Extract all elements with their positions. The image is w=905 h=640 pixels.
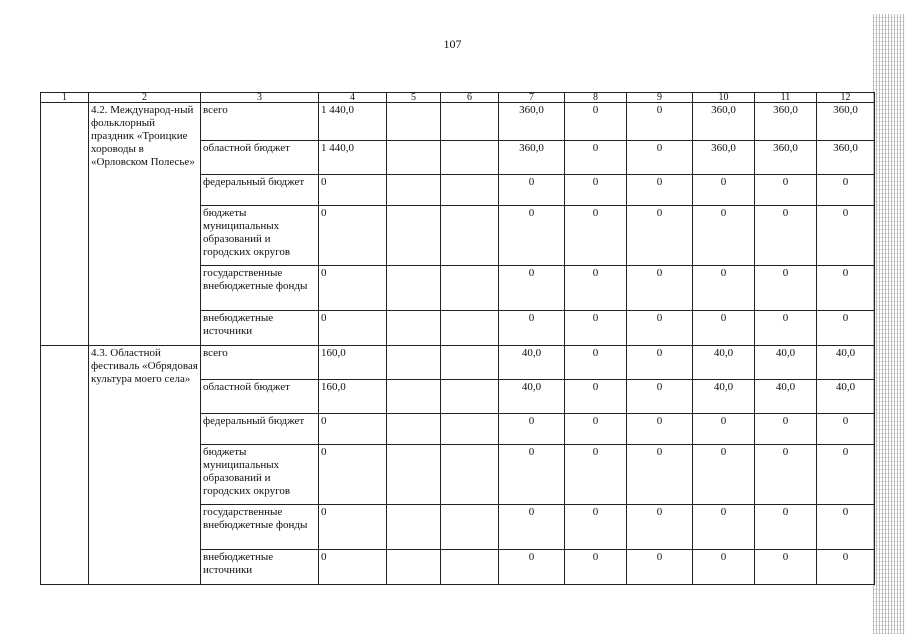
amount-cell-c5 bbox=[387, 445, 441, 505]
funding-source-cell: всего bbox=[201, 346, 319, 380]
amount-cell-c11: 0 bbox=[755, 550, 817, 585]
amount-cell-c12: 360,0 bbox=[817, 141, 875, 175]
amount-cell-c11: 0 bbox=[755, 445, 817, 505]
amount-cell-c9: 0 bbox=[627, 380, 693, 414]
amount-cell-c5 bbox=[387, 266, 441, 311]
amount-cell-c6 bbox=[441, 414, 499, 445]
amount-cell-c8: 0 bbox=[565, 266, 627, 311]
amount-cell-c12: 0 bbox=[817, 175, 875, 206]
amount-cell-c8: 0 bbox=[565, 550, 627, 585]
amount-cell-c8: 0 bbox=[565, 311, 627, 346]
funding-source-cell: областной бюджет bbox=[201, 380, 319, 414]
amount-cell-c10: 0 bbox=[693, 206, 755, 266]
column-number: 12 bbox=[817, 93, 875, 103]
amount-cell-c12: 0 bbox=[817, 266, 875, 311]
funding-source-cell: внебюджетные источники bbox=[201, 311, 319, 346]
amount-cell-c12: 0 bbox=[817, 311, 875, 346]
funding-source-cell: государственные внебюджетные фонды bbox=[201, 505, 319, 550]
amount-cell-c8: 0 bbox=[565, 445, 627, 505]
column-number: 4 bbox=[319, 93, 387, 103]
amount-cell-c6 bbox=[441, 505, 499, 550]
column-number: 5 bbox=[387, 93, 441, 103]
amount-cell-c5 bbox=[387, 380, 441, 414]
amount-cell-c10: 360,0 bbox=[693, 103, 755, 141]
amount-cell-c12: 360,0 bbox=[817, 103, 875, 141]
amount-cell-c8: 0 bbox=[565, 505, 627, 550]
amount-cell-c5 bbox=[387, 206, 441, 266]
amount-cell-c8: 0 bbox=[565, 346, 627, 380]
scan-edge-artifact bbox=[873, 14, 905, 634]
amount-cell-c6 bbox=[441, 141, 499, 175]
amount-cell-c5 bbox=[387, 505, 441, 550]
amount-cell-c9: 0 bbox=[627, 266, 693, 311]
amount-cell-c4: 0 bbox=[319, 311, 387, 346]
amount-cell-c7: 0 bbox=[499, 311, 565, 346]
column-number: 10 bbox=[693, 93, 755, 103]
amount-cell-c9: 0 bbox=[627, 141, 693, 175]
table-row bbox=[41, 103, 875, 141]
amount-cell-c4: 1 440,0 bbox=[319, 103, 387, 141]
amount-cell-c5 bbox=[387, 175, 441, 206]
amount-cell-c9: 0 bbox=[627, 505, 693, 550]
amount-cell-c5 bbox=[387, 346, 441, 380]
event-name-cell: 4.3. Областной фестиваль «Обрядовая культура моего села» bbox=[89, 346, 201, 585]
amount-cell-c8: 0 bbox=[565, 175, 627, 206]
amount-cell-c8: 0 bbox=[565, 414, 627, 445]
amount-cell-c4: 0 bbox=[319, 266, 387, 311]
amount-cell-c6 bbox=[441, 445, 499, 505]
amount-cell-c12: 0 bbox=[817, 445, 875, 505]
column-number: 6 bbox=[441, 93, 499, 103]
amount-cell-c12: 0 bbox=[817, 505, 875, 550]
amount-cell-c4: 0 bbox=[319, 445, 387, 505]
funding-source-cell: государственные внебюджетные фонды bbox=[201, 266, 319, 311]
funding-source-cell: федеральный бюджет bbox=[201, 175, 319, 206]
amount-cell-c10: 0 bbox=[693, 311, 755, 346]
amount-cell-c7: 0 bbox=[499, 266, 565, 311]
amount-cell-c7: 0 bbox=[499, 445, 565, 505]
amount-cell-c11: 0 bbox=[755, 505, 817, 550]
column-number: 3 bbox=[201, 93, 319, 103]
amount-cell-c12: 40,0 bbox=[817, 346, 875, 380]
amount-cell-c11: 360,0 bbox=[755, 141, 817, 175]
budget-table bbox=[40, 92, 875, 585]
amount-cell-c5 bbox=[387, 550, 441, 585]
amount-cell-c4: 1 440,0 bbox=[319, 141, 387, 175]
amount-cell-c4: 0 bbox=[319, 414, 387, 445]
column-number: 9 bbox=[627, 93, 693, 103]
amount-cell-c6 bbox=[441, 175, 499, 206]
amount-cell-c11: 40,0 bbox=[755, 346, 817, 380]
amount-cell-c11: 0 bbox=[755, 266, 817, 311]
amount-cell-c7: 360,0 bbox=[499, 103, 565, 141]
amount-cell-c6 bbox=[441, 266, 499, 311]
amount-cell-c7: 40,0 bbox=[499, 380, 565, 414]
amount-cell-c10: 40,0 bbox=[693, 380, 755, 414]
amount-cell-c10: 40,0 bbox=[693, 346, 755, 380]
column-number: 2 bbox=[89, 93, 201, 103]
amount-cell-c4: 0 bbox=[319, 550, 387, 585]
cell-col1 bbox=[41, 103, 89, 346]
amount-cell-c5 bbox=[387, 311, 441, 346]
amount-cell-c11: 0 bbox=[755, 311, 817, 346]
amount-cell-c6 bbox=[441, 550, 499, 585]
amount-cell-c4: 160,0 bbox=[319, 346, 387, 380]
amount-cell-c7: 0 bbox=[499, 550, 565, 585]
amount-cell-c9: 0 bbox=[627, 445, 693, 505]
amount-cell-c6 bbox=[441, 206, 499, 266]
amount-cell-c10: 360,0 bbox=[693, 141, 755, 175]
amount-cell-c7: 0 bbox=[499, 206, 565, 266]
amount-cell-c11: 0 bbox=[755, 206, 817, 266]
amount-cell-c11: 360,0 bbox=[755, 103, 817, 141]
amount-cell-c10: 0 bbox=[693, 550, 755, 585]
amount-cell-c10: 0 bbox=[693, 266, 755, 311]
amount-cell-c4: 0 bbox=[319, 206, 387, 266]
amount-cell-c10: 0 bbox=[693, 505, 755, 550]
amount-cell-c7: 0 bbox=[499, 175, 565, 206]
column-number-row bbox=[41, 93, 875, 103]
amount-cell-c11: 0 bbox=[755, 175, 817, 206]
event-name-cell: 4.2. Международ-ный фольклорный праздник «Троицкие хороводы в «Орловском Полесье» bbox=[89, 103, 201, 346]
amount-cell-c9: 0 bbox=[627, 311, 693, 346]
amount-cell-c6 bbox=[441, 346, 499, 380]
table-row bbox=[41, 346, 875, 380]
funding-source-cell: бюджеты муниципальных образований и городских округов bbox=[201, 206, 319, 266]
amount-cell-c12: 40,0 bbox=[817, 380, 875, 414]
column-number: 1 bbox=[41, 93, 89, 103]
amount-cell-c9: 0 bbox=[627, 103, 693, 141]
amount-cell-c6 bbox=[441, 103, 499, 141]
page-number: 107 bbox=[443, 37, 462, 51]
funding-source-cell: бюджеты муниципальных образований и городских округов bbox=[201, 445, 319, 505]
amount-cell-c6 bbox=[441, 311, 499, 346]
amount-cell-c9: 0 bbox=[627, 175, 693, 206]
amount-cell-c9: 0 bbox=[627, 206, 693, 266]
amount-cell-c4: 0 bbox=[319, 505, 387, 550]
amount-cell-c8: 0 bbox=[565, 380, 627, 414]
amount-cell-c11: 0 bbox=[755, 414, 817, 445]
amount-cell-c6 bbox=[441, 380, 499, 414]
amount-cell-c5 bbox=[387, 103, 441, 141]
amount-cell-c5 bbox=[387, 141, 441, 175]
amount-cell-c7: 40,0 bbox=[499, 346, 565, 380]
funding-source-cell: внебюджетные источники bbox=[201, 550, 319, 585]
amount-cell-c9: 0 bbox=[627, 550, 693, 585]
amount-cell-c11: 40,0 bbox=[755, 380, 817, 414]
amount-cell-c4: 160,0 bbox=[319, 380, 387, 414]
amount-cell-c7: 0 bbox=[499, 505, 565, 550]
funding-source-cell: федеральный бюджет bbox=[201, 414, 319, 445]
amount-cell-c9: 0 bbox=[627, 346, 693, 380]
funding-source-cell: всего bbox=[201, 103, 319, 141]
column-number: 7 bbox=[499, 93, 565, 103]
amount-cell-c12: 0 bbox=[817, 414, 875, 445]
column-number: 8 bbox=[565, 93, 627, 103]
amount-cell-c4: 0 bbox=[319, 175, 387, 206]
amount-cell-c5 bbox=[387, 414, 441, 445]
cell-col1 bbox=[41, 346, 89, 585]
amount-cell-c10: 0 bbox=[693, 445, 755, 505]
column-number: 11 bbox=[755, 93, 817, 103]
amount-cell-c8: 0 bbox=[565, 103, 627, 141]
amount-cell-c10: 0 bbox=[693, 175, 755, 206]
amount-cell-c9: 0 bbox=[627, 414, 693, 445]
amount-cell-c7: 360,0 bbox=[499, 141, 565, 175]
amount-cell-c10: 0 bbox=[693, 414, 755, 445]
amount-cell-c7: 0 bbox=[499, 414, 565, 445]
amount-cell-c8: 0 bbox=[565, 206, 627, 266]
amount-cell-c8: 0 bbox=[565, 141, 627, 175]
amount-cell-c12: 0 bbox=[817, 550, 875, 585]
amount-cell-c12: 0 bbox=[817, 206, 875, 266]
funding-source-cell: областной бюджет bbox=[201, 141, 319, 175]
